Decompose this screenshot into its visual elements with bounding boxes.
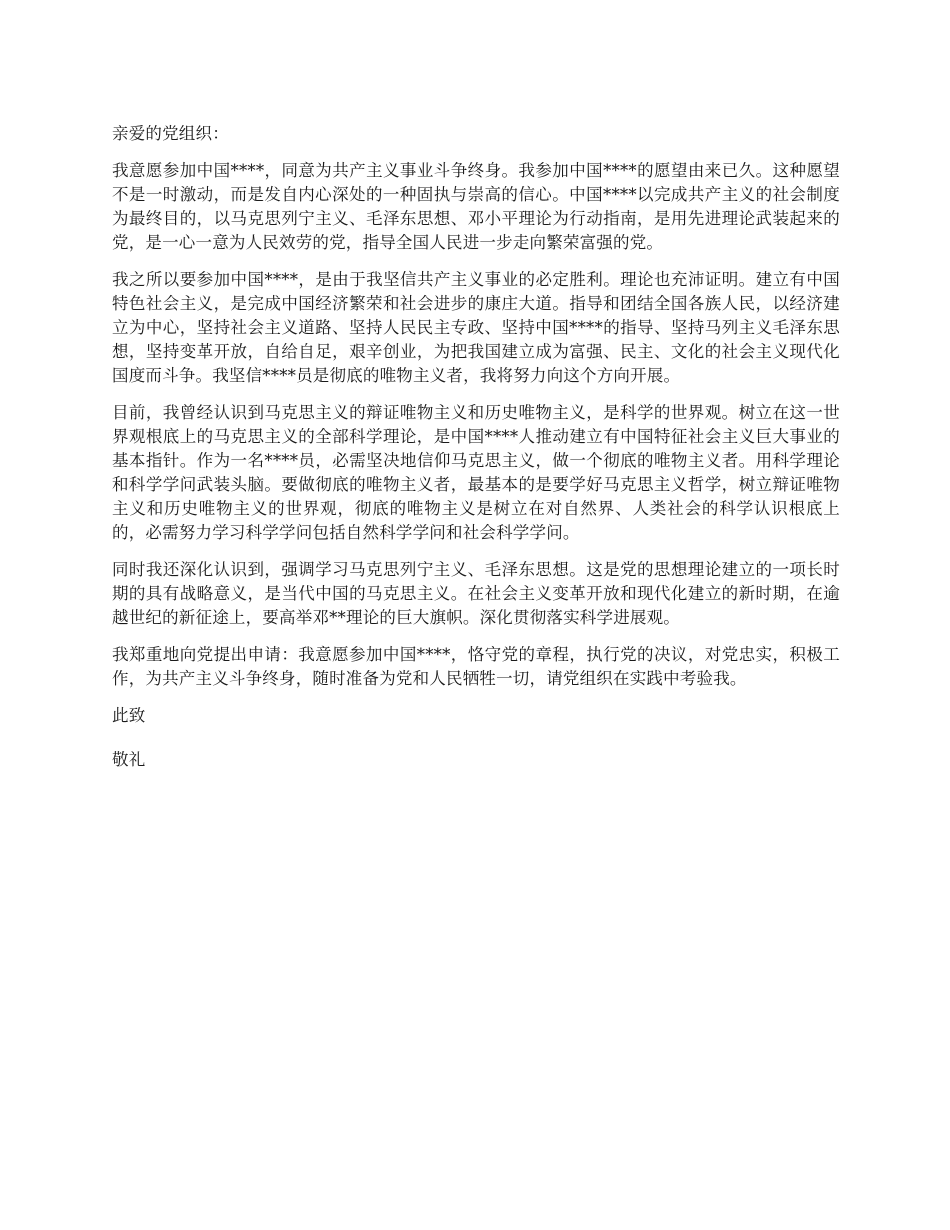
- salutation: 亲爱的党组织：: [112, 124, 229, 143]
- body-paragraph-2: 我之所以要参加中国****，是由于我坚信共产主义事业的必定胜利。理论也充沛证明。建立有中国特色社会主义，是完成中国经济繁荣和社会进步的康庄大道。指导和团结全国各族人民，以经济建立为中心，坚持社会主义道路、坚持人民民主专政、坚持中国****的指导、坚持马列主义毛泽东思想，坚持变革开放，自给自足，艰辛创业，为把我国建立成为富强、民主、文化的社会主义现代化国度而斗争。我坚信****员是彻底的唯物主义者，我将努力向这个方向开展。: [112, 270, 840, 385]
- closing-cizhi: 此致: [112, 706, 146, 725]
- body-paragraph-1: 我意愿参加中国****，同意为共产主义事业斗争终身。我参加中国****的愿望由来已久。这种愿望不是一时激动，而是发自内心深处的一种固执与崇高的信心。中国****以完成共产主义的社会制度为最终目的，以马克思列宁主义、毛泽东思想、邓小平理论为行动指南，是用先进理论武装起来的党，是一心一意为人民效劳的党，指导全国人民进一步走向繁荣富强的党。: [112, 161, 840, 252]
- body-paragraph-3: 目前，我曾经认识到马克思主义的辩证唯物主义和历史唯物主义，是科学的世界观。树立在这一世界观根底上的马克思主义的全部科学理论，是中国****人推动建立有中国特征社会主义巨大事业的基本指针。作为一名****员，必需坚决地信仰马克思主义，做一个彻底的唯物主义者。用科学理论和科学学问武装头脑。要做彻底的唯物主义者，最基本的是要学好马克思主义哲学，树立辩证唯物主义和历史唯物主义的世界观，彻底的唯物主义是树立在对自然界、人类社会的科学认识根底上的，必需努力学习科学学问包括自然科学学问和社会科学学问。: [112, 403, 840, 542]
- application-letter: [112, 122, 840, 785]
- closing-jingli: 敬礼: [112, 750, 146, 769]
- body-paragraph-5: 我郑重地向党提出申请：我意愿参加中国****，恪守党的章程，执行党的决议，对党忠实，积极工作，为共产主义斗争终身，随时准备为党和人民牺牲一切，请党组织在实践中考验我。: [112, 645, 840, 688]
- body-paragraph-4: 同时我还深化认识到，强调学习马克思列宁主义、毛泽东思想。这是党的思想理论建立的一项长时期的具有战略意义，是当代中国的马克思主义。在社会主义变革开放和现代化建立的新时期，在逾越世纪的新征途上，要高举邓**理论的巨大旗帜。深化贯彻落实科学进展观。: [112, 560, 840, 627]
